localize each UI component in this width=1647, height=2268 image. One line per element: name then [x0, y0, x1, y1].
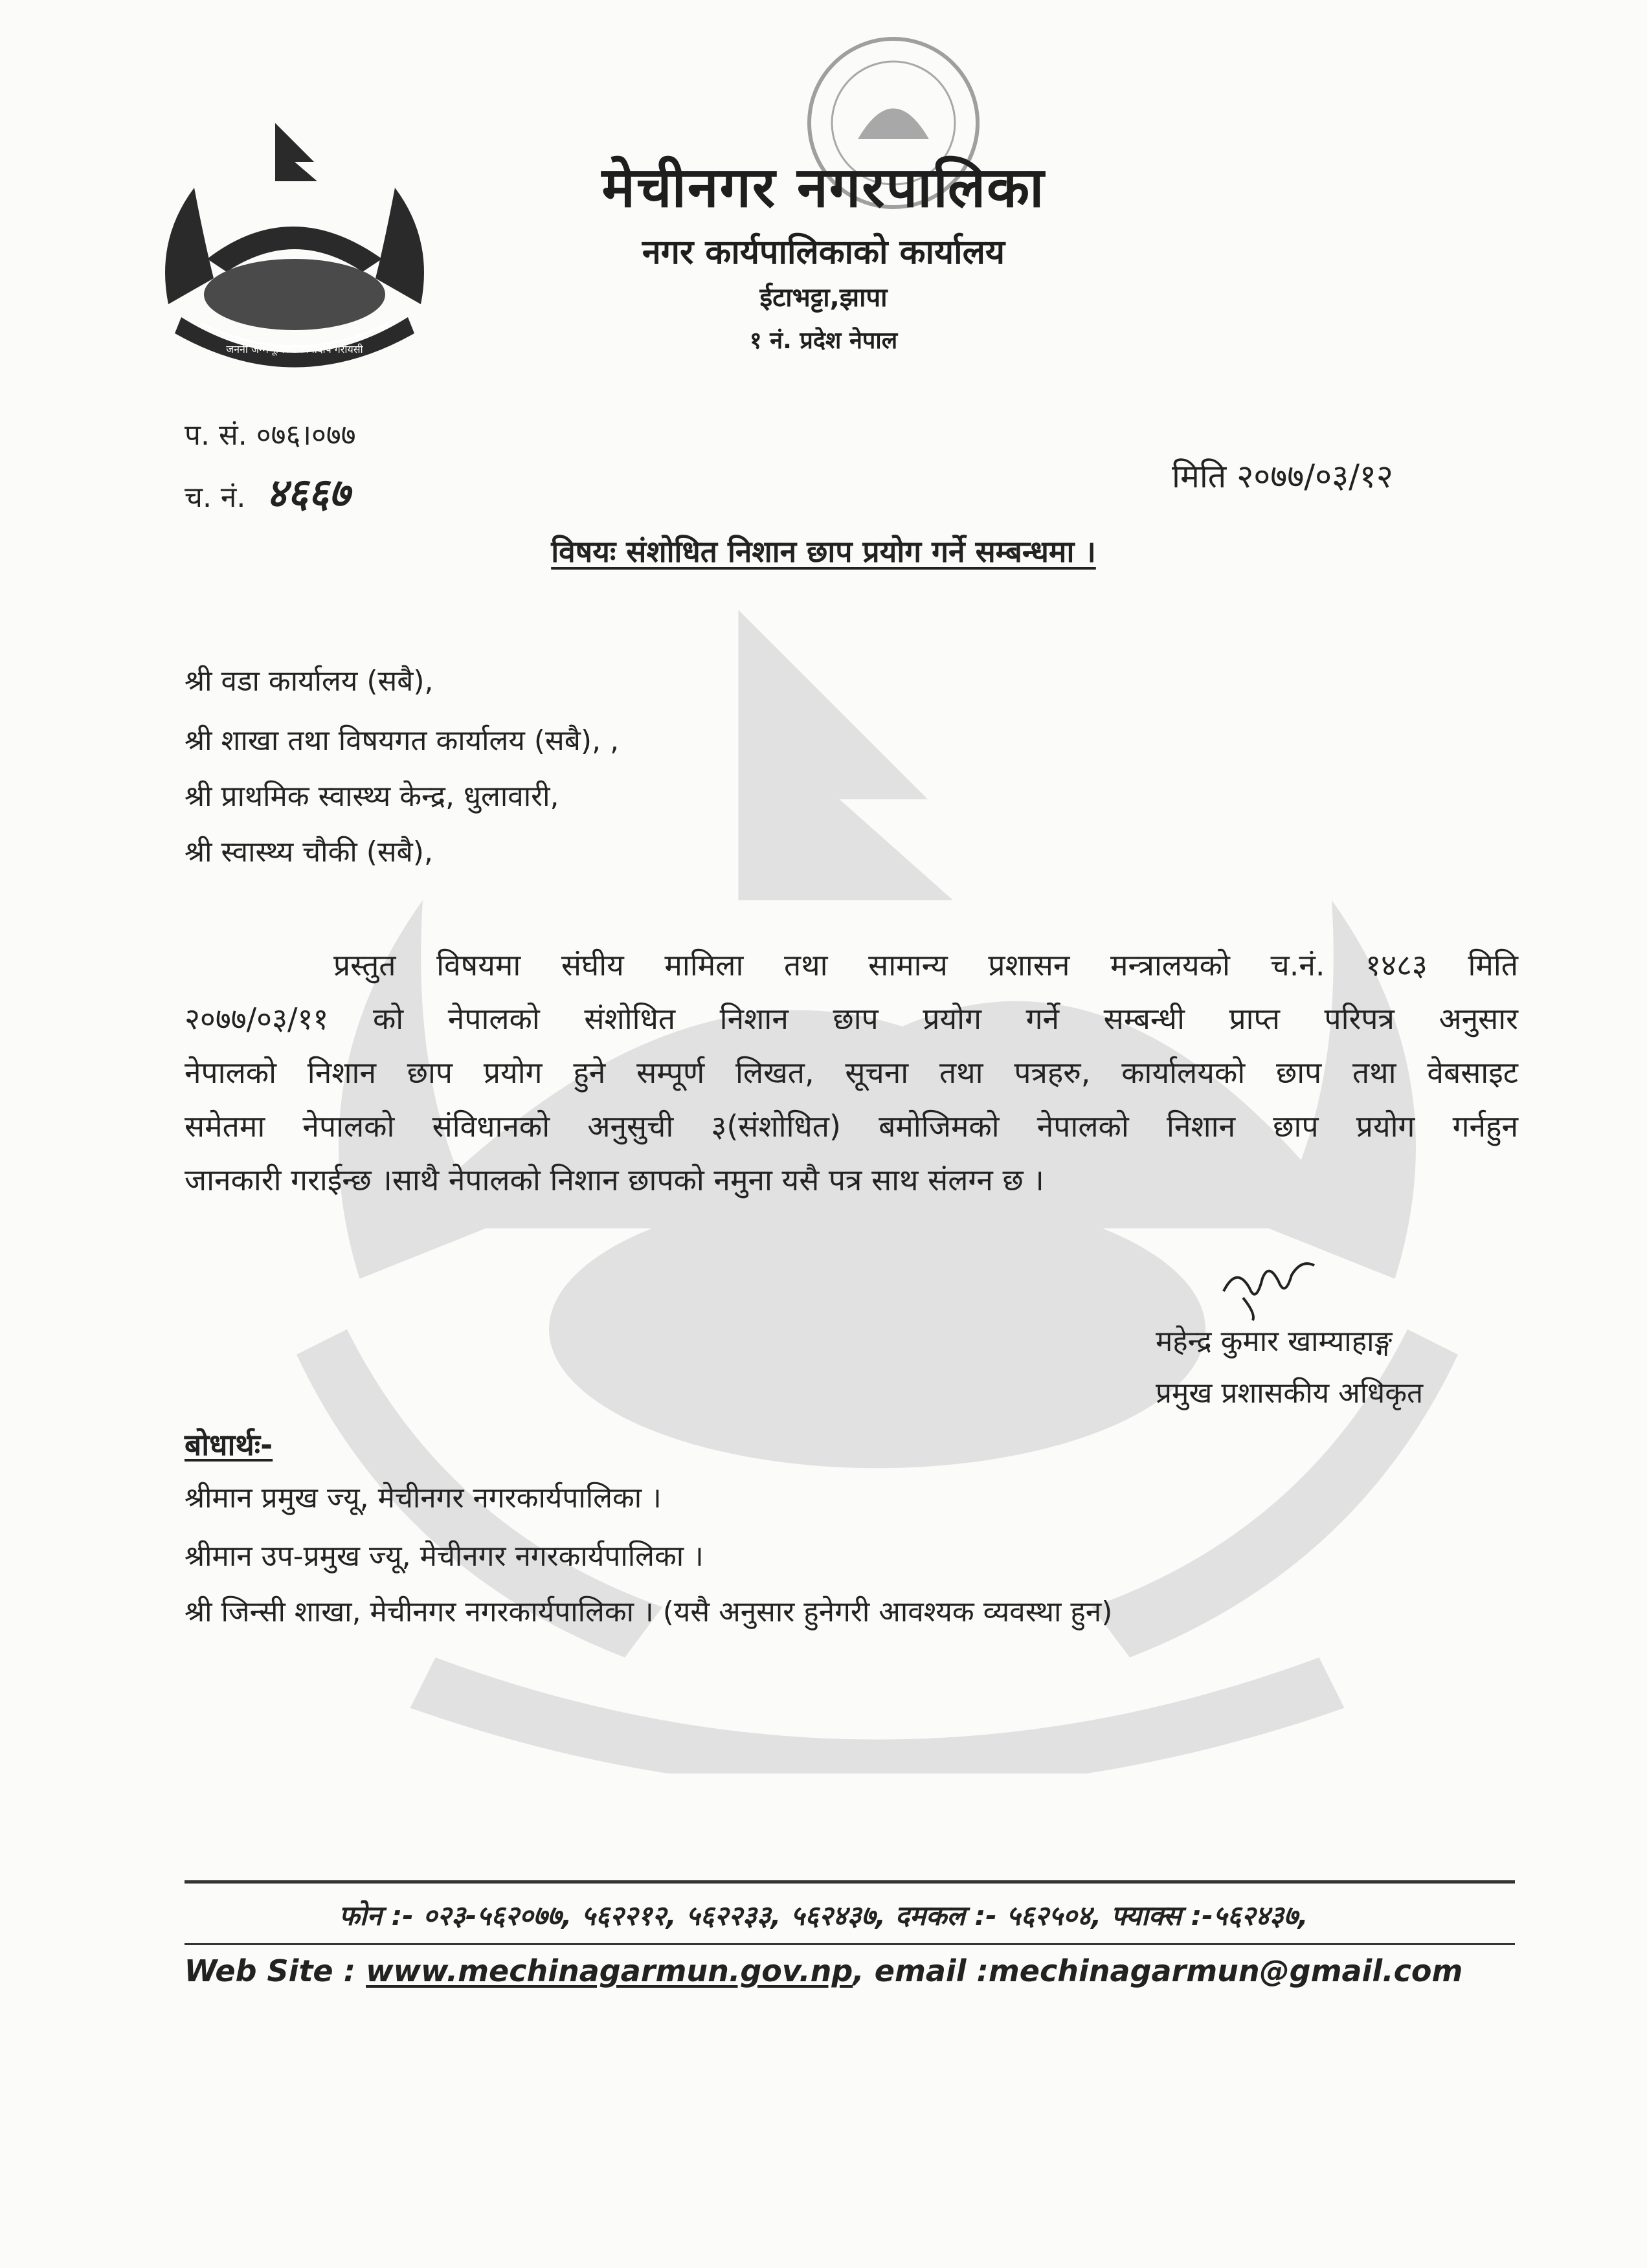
body-line: नेपालको निशान छाप प्रयोग हुने सम्पूर्ण लिखत, सूचना तथा पत्रहरु, कार्यालयको छाप तथा वेबसाइट [185, 1055, 1518, 1090]
subject-text: विषयः संशोधित निशान छाप प्रयोग गर्ने सम्बन्धमा । [551, 534, 1096, 569]
dispatch-number: ४६६७ [266, 469, 350, 517]
recipient: श्री स्वास्थ्य चौकी (सबै), [185, 836, 433, 869]
cc-item: श्री जिन्सी शाखा, मेचीनगर नगरकार्यपालिका । (यसै अनुसार हुनेगरी आवश्यक व्यवस्था हुन) [185, 1595, 1113, 1629]
email-label: , email : [853, 1953, 989, 1988]
date-value: २०७७/०३/१२ [1237, 458, 1393, 495]
emblem-motto: जननी जन्मभूमिश्च स्वर्गादपि गरीयसी [226, 343, 363, 355]
recipient: श्री शाखा तथा विषयगत कार्यालय (सबै), , [185, 724, 620, 757]
cc-heading: बोधार्थः- [185, 1427, 273, 1462]
footer-divider [185, 1880, 1515, 1884]
date-label: मिति [1172, 458, 1227, 495]
cc-item: श्रीमान उप-प्रमुख ज्यू, मेचीनगर नगरकार्यपालिका । [185, 1540, 704, 1573]
fiscal-year-line [185, 414, 356, 453]
body-line: समेतमा नेपालको संविधानको अनुसुची ३(संशोधित) बमोजिमको नेपालको निशान छाप प्रयोग गर्नहुन [185, 1109, 1518, 1144]
recipient: श्री प्राथमिक स्वास्थ्य केन्द्र, धुलावारी, [185, 780, 559, 813]
dispatch-label: च. नं. [185, 481, 246, 514]
dispatch-number-line [185, 465, 350, 519]
body-line: जानकारी गराईन्छ ।साथै नेपालको निशान छापको नमुना यसै पत्र साथ संलग्न छ । [185, 1162, 1044, 1197]
body-line: २०७७/०३/११ को नेपालको संशोधित निशान छाप प्रयोग गर्ने सम्बन्धी प्राप्त परिपत्र अनुसार [185, 1001, 1518, 1036]
contact-phones: फोन :- ०२३-५६२०७७, ५६२२१२, ५६२२३३, ५६२४३७, दमकल :- ५६२५०४, फ्याक्स :-५६२४३७, [339, 1900, 1308, 1931]
office-name: नगर कार्यपालिकाको कार्यालय [642, 233, 1005, 272]
handwritten-signature [1217, 1252, 1321, 1324]
cc-item: श्रीमान प्रमुख ज्यू, मेचीनगर नगरकार्यपालिका । [185, 1482, 662, 1515]
body-paragraph [185, 939, 1518, 1207]
subject-line [0, 531, 1647, 571]
signatory-title: प्रमुख प्रशासकीय अधिकृत [1156, 1377, 1424, 1410]
fiscal-year-value: ०७६।०७७ [256, 419, 356, 452]
contact-web [0, 1953, 1647, 1988]
letter-date [1172, 453, 1393, 497]
footer-divider [185, 1943, 1515, 1945]
recipient: श्री वडा कार्यालय (सबै), [185, 665, 434, 698]
website-link[interactable]: www.mechinagarmun.gov.np [366, 1953, 853, 1988]
fiscal-year-label: प. सं. [185, 419, 247, 452]
signatory-name: महेन्द्र कुमार खाम्याहाङ्ग [1156, 1325, 1393, 1358]
office-location: ईटाभट्टा,झापा [759, 283, 888, 313]
email-address[interactable]: mechinagarmun@gmail.com [988, 1953, 1463, 1988]
org-name: मेचीनगर नगरपालिका [601, 155, 1046, 220]
province-name: १ नं. प्रदेश नेपाल [749, 328, 898, 354]
body-line: प्रस्तुत विषयमा संघीय मामिला तथा सामान्य प्रशासन मन्त्रालयको च.नं. १४८३ मिति [333, 948, 1518, 983]
website-label: Web Site : [184, 1953, 366, 1988]
